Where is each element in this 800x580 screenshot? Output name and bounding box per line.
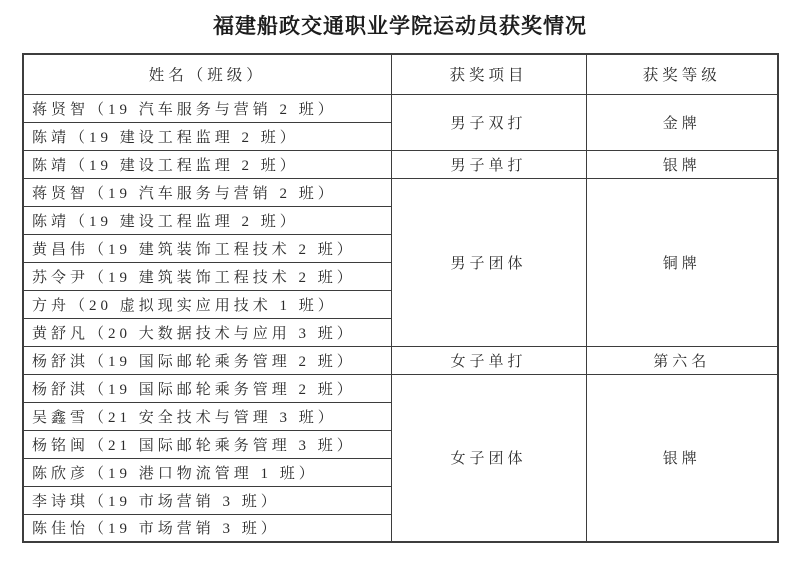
table-row	[23, 178, 778, 206]
table-row	[23, 150, 778, 178]
athlete-name-cell: 吴鑫雪（21 安全技术与管理 3 班）	[23, 402, 391, 430]
table-row	[23, 94, 778, 122]
column-header-name: 姓名（班级）	[23, 54, 391, 94]
column-header-award: 获奖等级	[586, 54, 778, 94]
award-cell: 银牌	[586, 150, 778, 178]
table-body	[23, 94, 778, 542]
athlete-name-cell: 杨舒淇（19 国际邮轮乘务管理 2 班）	[23, 374, 391, 402]
award-cell: 铜牌	[586, 178, 778, 346]
athlete-name-cell: 陈靖（19 建设工程监理 2 班）	[23, 122, 391, 150]
event-cell: 男子双打	[391, 94, 586, 150]
athlete-name-cell: 陈佳怡（19 市场营销 3 班）	[23, 514, 391, 542]
event-cell: 男子单打	[391, 150, 586, 178]
event-cell: 男子团体	[391, 178, 586, 346]
column-header-event: 获奖项目	[391, 54, 586, 94]
event-cell: 女子团体	[391, 374, 586, 542]
award-cell: 金牌	[586, 94, 778, 150]
athlete-name-cell: 黄昌伟（19 建筑装饰工程技术 2 班）	[23, 234, 391, 262]
athlete-name-cell: 陈欣彦（19 港口物流管理 1 班）	[23, 458, 391, 486]
page-title: 福建船政交通职业学院运动员获奖情况	[213, 14, 587, 38]
athlete-name-cell: 蒋贤智（19 汽车服务与营销 2 班）	[23, 94, 391, 122]
athlete-name-cell: 苏令尹（19 建筑装饰工程技术 2 班）	[23, 262, 391, 290]
athlete-name-cell: 李诗琪（19 市场营销 3 班）	[23, 486, 391, 514]
athlete-name-cell: 黄舒凡（20 大数据技术与应用 3 班）	[23, 318, 391, 346]
athlete-name-cell: 蒋贤智（19 汽车服务与营销 2 班）	[23, 178, 391, 206]
event-cell: 女子单打	[391, 346, 586, 374]
athlete-name-cell: 杨舒淇（19 国际邮轮乘务管理 2 班）	[23, 346, 391, 374]
award-cell: 第六名	[586, 346, 778, 374]
award-table	[22, 53, 779, 543]
table-row	[23, 374, 778, 402]
table-row	[23, 346, 778, 374]
table-header-row	[23, 54, 778, 94]
award-cell: 银牌	[586, 374, 778, 542]
athlete-name-cell: 杨铭闽（21 国际邮轮乘务管理 3 班）	[23, 430, 391, 458]
athlete-name-cell: 方舟（20 虚拟现实应用技术 1 班）	[23, 290, 391, 318]
athlete-name-cell: 陈靖（19 建设工程监理 2 班）	[23, 206, 391, 234]
athlete-name-cell: 陈靖（19 建设工程监理 2 班）	[23, 150, 391, 178]
